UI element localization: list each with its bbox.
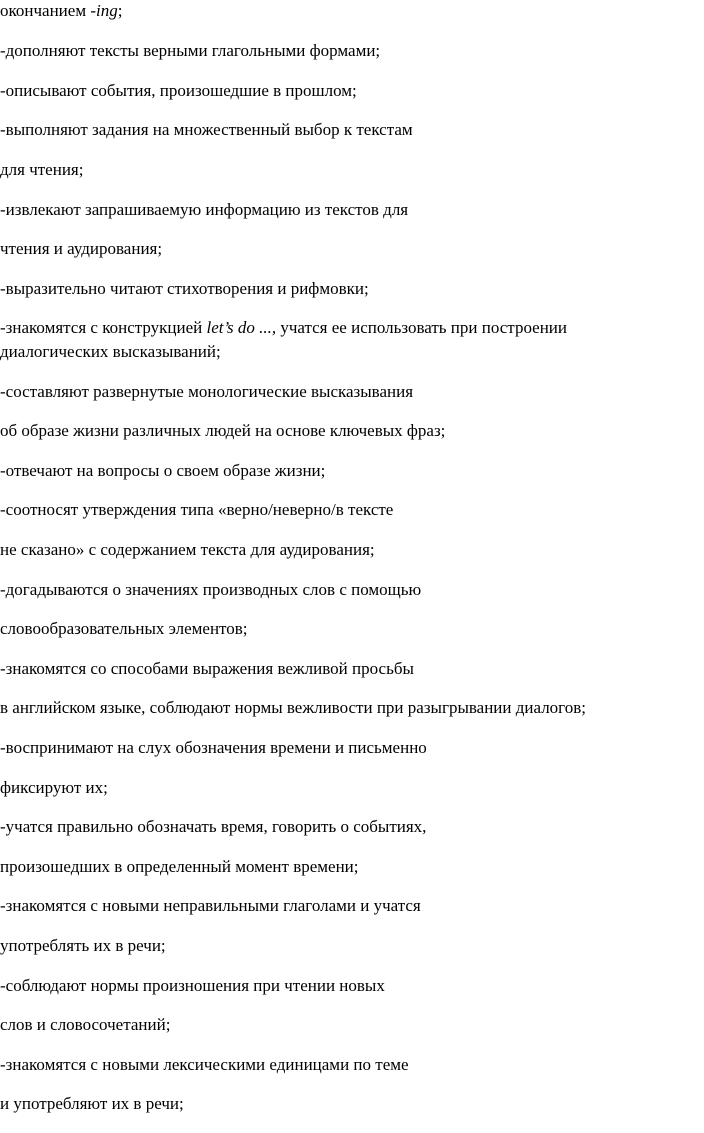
text-line: -знакомятся с новыми неправильными глаголами и учатся	[0, 896, 421, 915]
text-line: фиксируют их;	[0, 778, 108, 797]
text-line: -учатся правильно обозначать время, говорить о событиях,	[0, 817, 427, 836]
text-line: -отвечают на вопросы о своем образе жизни;	[0, 461, 326, 480]
text-line: и употребляют их в речи;	[0, 1094, 184, 1113]
text-line: чтения и аудирования;	[0, 239, 163, 258]
text-line: употреблять их в речи;	[0, 936, 166, 955]
text-line: словообразовательных элементов;	[0, 619, 248, 638]
text-line: для чтения;	[0, 160, 84, 179]
text-line: -знакомятся со способами выражения вежливой просьбы	[0, 659, 414, 678]
text-line: -знакомятся с конструкцией let’s do ..., учатся ее использовать при построении	[0, 318, 567, 337]
text-line: -соблюдают нормы произношения при чтении новых	[0, 976, 385, 995]
text-line: -знакомятся с новыми лексическими единицами по теме	[0, 1055, 409, 1074]
text-line: в английском языке, соблюдают нормы вежливости при разыгрывании диалогов;	[0, 698, 586, 717]
text-line: -выразительно читают стихотворения и рифмовки;	[0, 279, 369, 298]
text-line: слов и словосочетаний;	[0, 1015, 171, 1034]
text-line: -воспринимают на слух обозначения времени и письменно	[0, 738, 427, 757]
text-line: диалогических высказываний;	[0, 342, 221, 361]
text-line: об образе жизни различных людей на основе ключевых фраз;	[0, 421, 446, 440]
text-line: -составляют развернутые монологические высказывания	[0, 382, 414, 401]
text-line: окончанием -ing;	[0, 1, 123, 20]
text-line: не сказано» с содержанием текста для аудирования;	[0, 540, 375, 559]
text-line: -описывают события, произошедшие в прошлом;	[0, 81, 357, 100]
text-line: -выполняют задания на множественный выбор к текстам	[0, 120, 413, 139]
text-line: произошедших в определенный момент времени;	[0, 857, 359, 876]
text-line: -извлекают запрашиваемую информацию из текстов для	[0, 200, 409, 219]
text-line: -соотносят утверждения типа «верно/неверно/в тексте	[0, 500, 394, 519]
text-line: -дополняют тексты верными глагольными формами;	[0, 41, 381, 60]
text-line: -догадываются о значениях производных слов с помощью	[0, 580, 422, 599]
